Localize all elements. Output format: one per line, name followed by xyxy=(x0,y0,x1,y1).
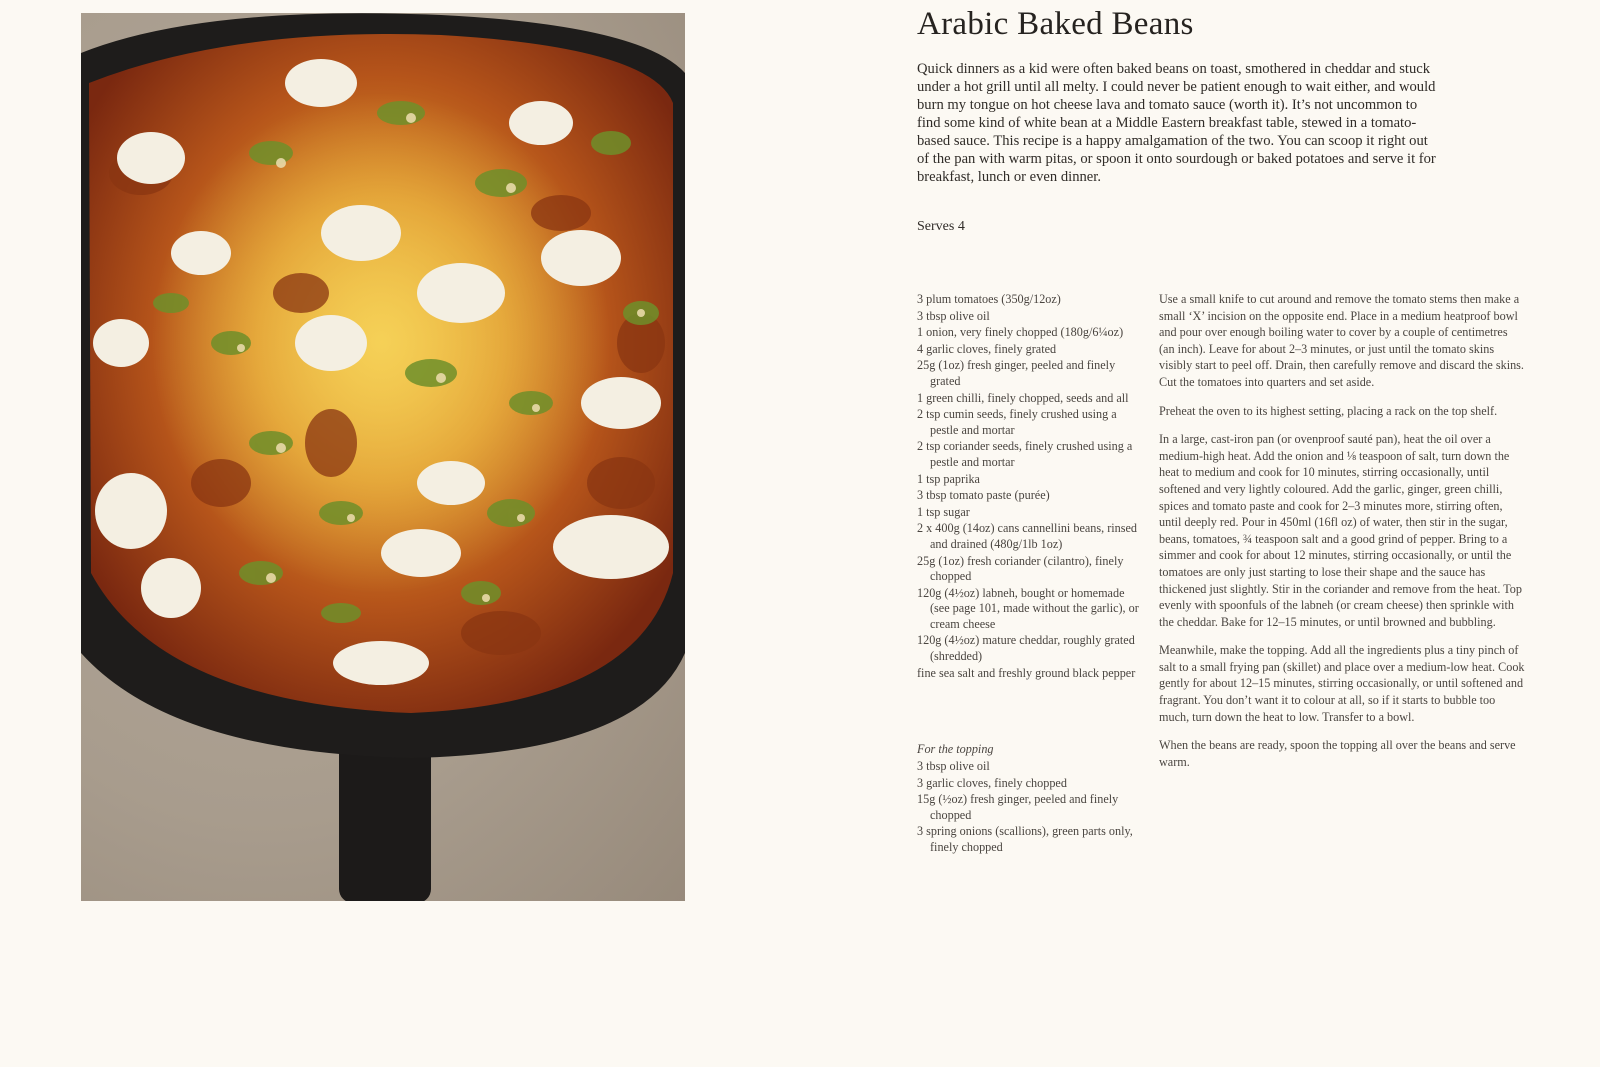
topping-ingredients-list xyxy=(917,759,1139,857)
method-step: Use a small knife to cut around and remove the tomato stems then make a small ‘X’ incision on the opposite end. Place in a medium heatproof bowl and pour over enough boiling water to cover by a couple of centimetres (an inch). Leave for about 2–3 minutes, or just until the tomato skins visibly start to peel off. Drain, then carefully remove and discard the skins. Cut the tomatoes into quarters and set aside. xyxy=(1159,292,1524,389)
ingredient-item: fine sea salt and freshly ground black pepper xyxy=(917,665,1136,680)
recipe-intro: Quick dinners as a kid were often baked beans on toast, smothered in cheddar and stuck under a hot grill until all melty. I could never be patient enough to wait either, and would burn my tongue on hot cheese lava and tomato sauce (worth it). It’s not uncommon to find some kind of white bean at a Middle Eastern breakfast table, stewed in a tomato-based sauce. This recipe is a happy amalgamation of the two. You can scoop it right out of the pan with warm pitas, or spoon it onto sourdough or baked potatoes and serve it for breakfast, lunch or even dinner. xyxy=(917,61,1436,185)
ingredient-item: 1 tsp sugar xyxy=(917,504,970,519)
topping-ingredient-item: 15g (½oz) fresh ginger, peeled and finely chopped xyxy=(917,792,1119,822)
topping-heading: For the topping xyxy=(917,742,994,756)
ingredient-item: 3 plum tomatoes (350g/12oz) xyxy=(917,292,1061,306)
method-steps xyxy=(1159,291,1526,782)
ingredient-item: 4 garlic cloves, finely grated xyxy=(917,341,1057,356)
method-step: Preheat the oven to its highest setting, placing a rack on the top shelf. xyxy=(1159,403,1498,418)
recipe-photo xyxy=(81,13,685,901)
ingredient-item: 3 tbsp tomato paste (purée) xyxy=(917,488,1050,503)
ingredient-item: 1 onion, very finely chopped (180g/6¼oz) xyxy=(917,325,1124,340)
serves-count: Serves 4 xyxy=(917,219,965,234)
ingredient-item: 25g (1oz) fresh coriander (cilantro), finely chopped xyxy=(917,553,1124,584)
method-step: In a large, cast-iron pan (or ovenproof sauté pan), heat the oil over a medium-high heat. Add the onion and ⅛ teaspoon of salt, turn down the heat to medium and cook for 10 minutes, stirring occasionally, until softened and very lightly coloured. Add the garlic, ginger, green chilli, spices and tomato paste and cook for 2–3 minutes more, stirring often, until deeply red. Pour in 450ml (16fl oz) of water, then stir in the sugar, beans, tomatoes, ¾ teaspoon salt and a good grind of pepper. Bring to a simmer and cook for about 12 minutes, stirring occasionally, or until the tomatoes are only just starting to lose their shape and the sauce has thickened just slightly. Stir in the coriander and remove from the heat. Top evenly with spoonfuls of the labneh (or cream cheese) then sprinkle with the cheddar. Bake for 12–15 minutes, or until browned and bubbling. xyxy=(1159,432,1522,629)
topping-ingredient-item: 3 tbsp olive oil xyxy=(917,759,990,773)
ingredient-item: 1 tsp paprika xyxy=(917,471,980,486)
topping-ingredient-item: 3 spring onions (scallions), green parts only, finely chopped xyxy=(917,824,1133,854)
topping-ingredient-item: 3 garlic cloves, finely chopped xyxy=(917,775,1067,790)
ingredient-item: 3 tbsp olive oil xyxy=(917,308,990,323)
ingredient-item: 1 green chilli, finely chopped, seeds and all xyxy=(917,390,1129,405)
recipe-title: Arabic Baked Beans xyxy=(917,6,1194,42)
ingredient-item: 120g (4½oz) mature cheddar, roughly grated (shredded) xyxy=(917,633,1135,664)
method-step: Meanwhile, make the topping. Add all the ingredients plus a tiny pinch of salt to a small frying pan (skillet) and place over a medium-low heat. Cook gently for about 12–15 minutes, stirring occasionally, or until softened and fragrant. You don’t want it to colour at all, so if it starts to bubble too much, turn down the heat to low. Transfer to a bowl. xyxy=(1159,643,1525,724)
method-step: When the beans are ready, spoon the topping all over the beans and serve warm. xyxy=(1159,738,1516,769)
ingredient-item: 2 tsp cumin seeds, finely crushed using a pestle and mortar xyxy=(917,407,1117,437)
ingredient-item: 2 x 400g (14oz) cans cannellini beans, rinsed and drained (480g/1lb 1oz) xyxy=(917,521,1137,551)
skillet-image xyxy=(81,13,685,901)
ingredient-item: 25g (1oz) fresh ginger, peeled and finely grated xyxy=(917,358,1116,388)
ingredient-item: 2 tsp coriander seeds, finely crushed using a pestle and mortar xyxy=(917,439,1133,469)
ingredients-list xyxy=(917,292,1139,682)
ingredient-item: 120g (4½oz) labneh, bought or homemade (see page 101, made without the garlic), or cream cheese xyxy=(917,585,1139,631)
